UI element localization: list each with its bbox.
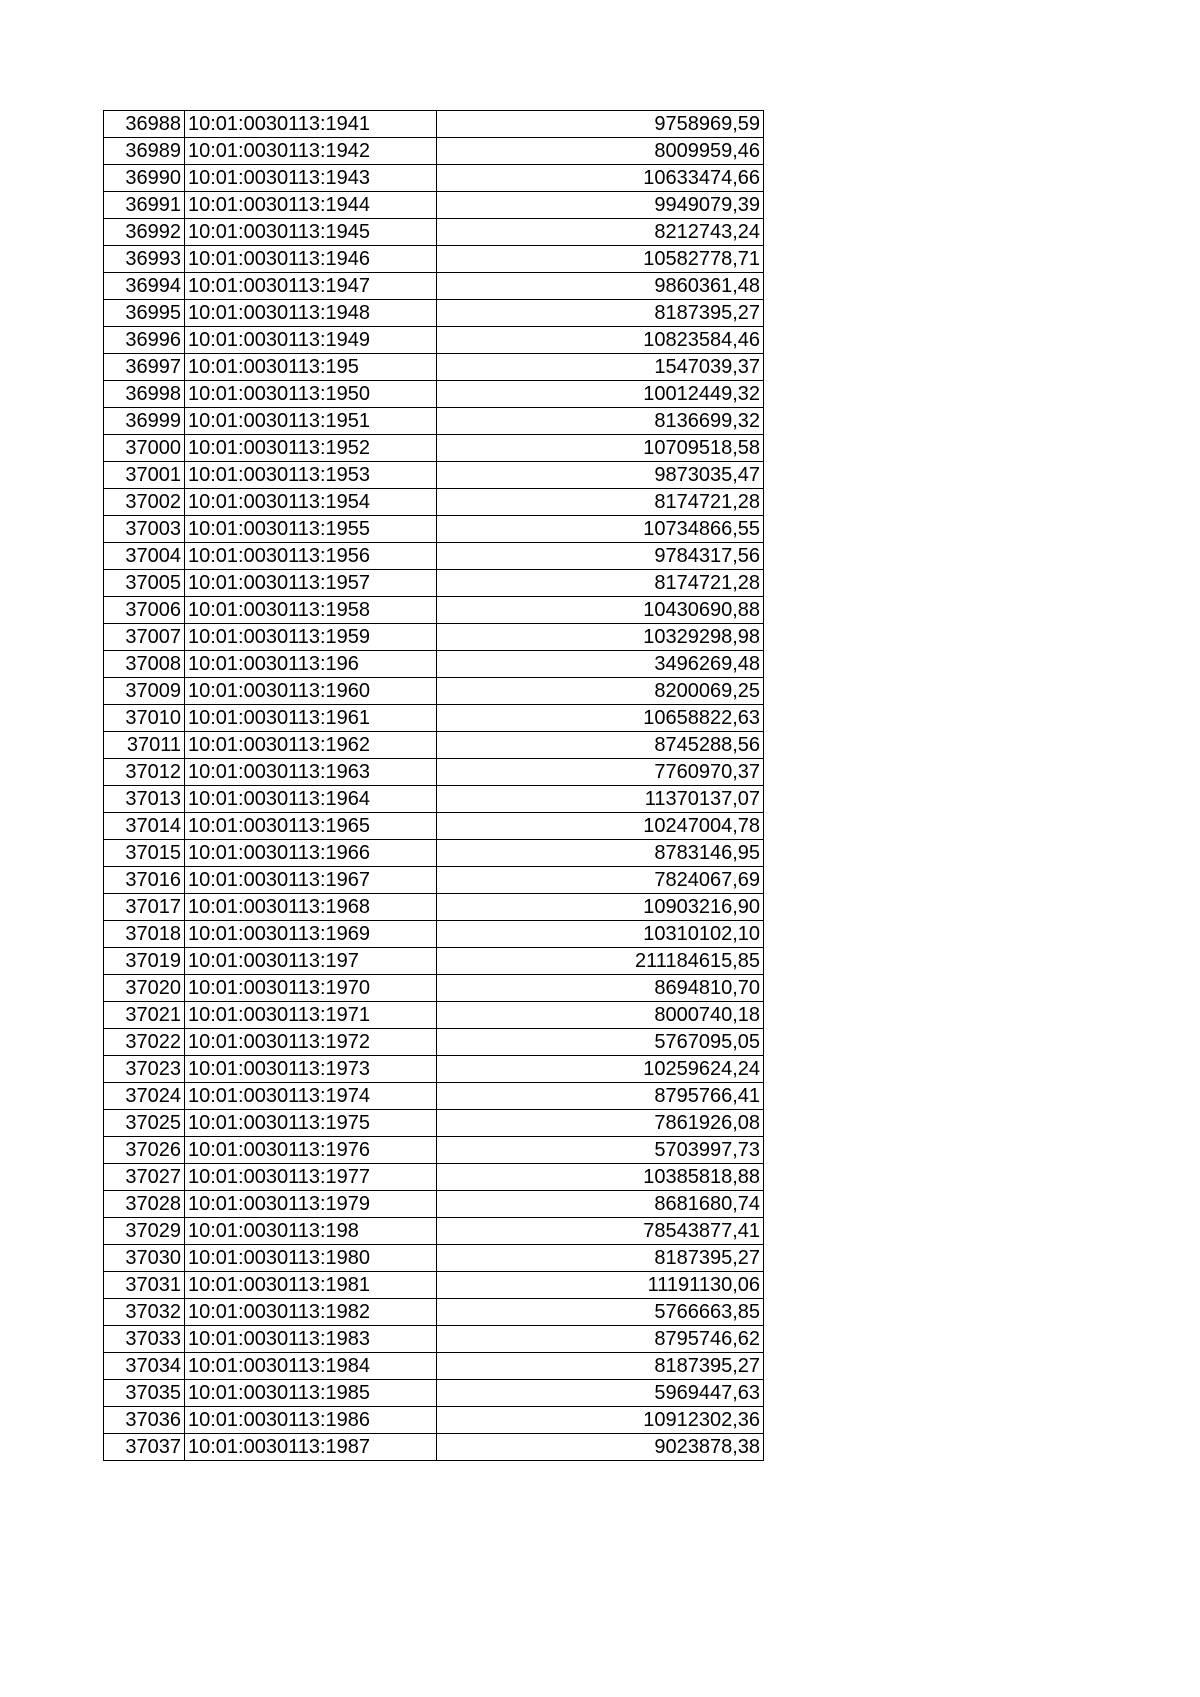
table-row [104, 975, 764, 1002]
row-number-cell: 37009 [104, 678, 185, 705]
value-cell: 10582778,71 [437, 246, 764, 273]
table-row [104, 1407, 764, 1434]
cadastral-number-cell: 10:01:0030113:1977 [185, 1164, 437, 1191]
value-cell: 10658822,63 [437, 705, 764, 732]
row-number-cell: 37028 [104, 1191, 185, 1218]
value-cell: 9023878,38 [437, 1434, 764, 1461]
value-cell: 10823584,46 [437, 327, 764, 354]
table-row [104, 705, 764, 732]
cadastral-number-cell: 10:01:0030113:196 [185, 651, 437, 678]
cadastral-number-cell: 10:01:0030113:1948 [185, 300, 437, 327]
cadastral-number-cell: 10:01:0030113:1961 [185, 705, 437, 732]
table-row [104, 1245, 764, 1272]
cadastral-number-cell: 10:01:0030113:1947 [185, 273, 437, 300]
row-number-cell: 37023 [104, 1056, 185, 1083]
value-cell: 10329298,98 [437, 624, 764, 651]
table-row [104, 1299, 764, 1326]
table-row [104, 786, 764, 813]
value-cell: 5767095,05 [437, 1029, 764, 1056]
value-cell: 8174721,28 [437, 570, 764, 597]
value-cell: 10633474,66 [437, 165, 764, 192]
cadastral-number-cell: 10:01:0030113:1946 [185, 246, 437, 273]
cadastral-number-cell: 10:01:0030113:1969 [185, 921, 437, 948]
row-number-cell: 37025 [104, 1110, 185, 1137]
row-number-cell: 37015 [104, 840, 185, 867]
row-number-cell: 36990 [104, 165, 185, 192]
cadastral-number-cell: 10:01:0030113:1967 [185, 867, 437, 894]
table-row [104, 1110, 764, 1137]
value-cell: 5703997,73 [437, 1137, 764, 1164]
row-number-cell: 37012 [104, 759, 185, 786]
row-number-cell: 37003 [104, 516, 185, 543]
value-cell: 8136699,32 [437, 408, 764, 435]
table-row [104, 219, 764, 246]
row-number-cell: 36994 [104, 273, 185, 300]
cadastral-number-cell: 10:01:0030113:1966 [185, 840, 437, 867]
row-number-cell: 37002 [104, 489, 185, 516]
row-number-cell: 37037 [104, 1434, 185, 1461]
row-number-cell: 37011 [104, 732, 185, 759]
row-number-cell: 36993 [104, 246, 185, 273]
cadastral-number-cell: 10:01:0030113:1943 [185, 165, 437, 192]
row-number-cell: 36989 [104, 138, 185, 165]
table-row [104, 678, 764, 705]
cadastral-number-cell: 10:01:0030113:1959 [185, 624, 437, 651]
row-number-cell: 37036 [104, 1407, 185, 1434]
cadastral-number-cell: 10:01:0030113:1974 [185, 1083, 437, 1110]
row-number-cell: 37024 [104, 1083, 185, 1110]
row-number-cell: 37027 [104, 1164, 185, 1191]
cadastral-number-cell: 10:01:0030113:1945 [185, 219, 437, 246]
table-row [104, 246, 764, 273]
value-cell: 7861926,08 [437, 1110, 764, 1137]
row-number-cell: 36999 [104, 408, 185, 435]
cadastral-number-cell: 10:01:0030113:1964 [185, 786, 437, 813]
row-number-cell: 37006 [104, 597, 185, 624]
row-number-cell: 36996 [104, 327, 185, 354]
table-row [104, 624, 764, 651]
row-number-cell: 36991 [104, 192, 185, 219]
row-number-cell: 36992 [104, 219, 185, 246]
cadastral-number-cell: 10:01:0030113:1982 [185, 1299, 437, 1326]
value-cell: 10430690,88 [437, 597, 764, 624]
value-cell: 9784317,56 [437, 543, 764, 570]
cadastral-number-cell: 10:01:0030113:1944 [185, 192, 437, 219]
table-row [104, 867, 764, 894]
cadastral-number-cell: 10:01:0030113:1954 [185, 489, 437, 516]
cadastral-number-cell: 10:01:0030113:198 [185, 1218, 437, 1245]
table-row [104, 1002, 764, 1029]
row-number-cell: 37020 [104, 975, 185, 1002]
row-number-cell: 37029 [104, 1218, 185, 1245]
value-cell: 10734866,55 [437, 516, 764, 543]
cadastral-number-cell: 10:01:0030113:1956 [185, 543, 437, 570]
table-row [104, 516, 764, 543]
row-number-cell: 37000 [104, 435, 185, 462]
value-cell: 10709518,58 [437, 435, 764, 462]
cadastral-number-cell: 10:01:0030113:1968 [185, 894, 437, 921]
row-number-cell: 37013 [104, 786, 185, 813]
table-row [104, 732, 764, 759]
table-body [104, 111, 764, 1461]
value-cell: 8795766,41 [437, 1083, 764, 1110]
value-cell: 8187395,27 [437, 1245, 764, 1272]
table-row [104, 192, 764, 219]
row-number-cell: 37005 [104, 570, 185, 597]
value-cell: 10310102,10 [437, 921, 764, 948]
cadastral-number-cell: 10:01:0030113:1987 [185, 1434, 437, 1461]
table-row [104, 597, 764, 624]
table-row [104, 1029, 764, 1056]
row-number-cell: 37034 [104, 1353, 185, 1380]
table-row [104, 408, 764, 435]
value-cell: 11370137,07 [437, 786, 764, 813]
table-row [104, 1191, 764, 1218]
cadastral-number-cell: 10:01:0030113:1971 [185, 1002, 437, 1029]
cadastral-number-cell: 10:01:0030113:1979 [185, 1191, 437, 1218]
value-cell: 8212743,24 [437, 219, 764, 246]
cadastral-number-cell: 10:01:0030113:1951 [185, 408, 437, 435]
cadastral-number-cell: 10:01:0030113:1963 [185, 759, 437, 786]
value-cell: 5969447,63 [437, 1380, 764, 1407]
row-number-cell: 37014 [104, 813, 185, 840]
row-number-cell: 37032 [104, 1299, 185, 1326]
table-row [104, 435, 764, 462]
cadastral-number-cell: 10:01:0030113:197 [185, 948, 437, 975]
table-row [104, 1326, 764, 1353]
cadastral-number-cell: 10:01:0030113:1955 [185, 516, 437, 543]
value-cell: 10903216,90 [437, 894, 764, 921]
table-row [104, 1218, 764, 1245]
cadastral-number-cell: 10:01:0030113:1984 [185, 1353, 437, 1380]
row-number-cell: 37001 [104, 462, 185, 489]
row-number-cell: 37031 [104, 1272, 185, 1299]
table-row [104, 1353, 764, 1380]
row-number-cell: 37035 [104, 1380, 185, 1407]
value-cell: 10012449,32 [437, 381, 764, 408]
cadastral-number-cell: 10:01:0030113:1980 [185, 1245, 437, 1272]
table-row [104, 759, 764, 786]
row-number-cell: 36997 [104, 354, 185, 381]
row-number-cell: 36988 [104, 111, 185, 138]
table-row [104, 489, 764, 516]
row-number-cell: 37016 [104, 867, 185, 894]
row-number-cell: 37017 [104, 894, 185, 921]
cadastral-number-cell: 10:01:0030113:1952 [185, 435, 437, 462]
row-number-cell: 37010 [104, 705, 185, 732]
row-number-cell: 37004 [104, 543, 185, 570]
value-cell: 8009959,46 [437, 138, 764, 165]
table-row [104, 651, 764, 678]
value-cell: 10259624,24 [437, 1056, 764, 1083]
table-row [104, 1434, 764, 1461]
row-number-cell: 37022 [104, 1029, 185, 1056]
cadastral-number-cell: 10:01:0030113:1958 [185, 597, 437, 624]
cadastral-number-cell: 10:01:0030113:1985 [185, 1380, 437, 1407]
row-number-cell: 37008 [104, 651, 185, 678]
table-row [104, 1380, 764, 1407]
cadastral-number-cell: 10:01:0030113:1950 [185, 381, 437, 408]
cadastral-number-cell: 10:01:0030113:1976 [185, 1137, 437, 1164]
cadastral-number-cell: 10:01:0030113:1986 [185, 1407, 437, 1434]
cadastral-number-cell: 10:01:0030113:1970 [185, 975, 437, 1002]
value-cell: 9860361,48 [437, 273, 764, 300]
cadastral-number-cell: 10:01:0030113:1957 [185, 570, 437, 597]
table-row [104, 948, 764, 975]
cadastral-number-cell: 10:01:0030113:1942 [185, 138, 437, 165]
row-number-cell: 37026 [104, 1137, 185, 1164]
value-cell: 10247004,78 [437, 813, 764, 840]
row-number-cell: 37030 [104, 1245, 185, 1272]
value-cell: 211184615,85 [437, 948, 764, 975]
cadastral-number-cell: 10:01:0030113:1962 [185, 732, 437, 759]
cadastral-number-cell: 10:01:0030113:1965 [185, 813, 437, 840]
cadastral-number-cell: 10:01:0030113:1941 [185, 111, 437, 138]
table-row [104, 1164, 764, 1191]
value-cell: 8187395,27 [437, 300, 764, 327]
table-row [104, 273, 764, 300]
value-cell: 8174721,28 [437, 489, 764, 516]
cadastral-number-cell: 10:01:0030113:1983 [185, 1326, 437, 1353]
value-cell: 78543877,41 [437, 1218, 764, 1245]
row-number-cell: 37019 [104, 948, 185, 975]
value-cell: 8200069,25 [437, 678, 764, 705]
table-row [104, 462, 764, 489]
table-row [104, 840, 764, 867]
row-number-cell: 37021 [104, 1002, 185, 1029]
table-row [104, 1056, 764, 1083]
table-row [104, 894, 764, 921]
cadastral-number-cell: 10:01:0030113:1973 [185, 1056, 437, 1083]
value-cell: 10912302,36 [437, 1407, 764, 1434]
table-row [104, 570, 764, 597]
value-cell: 3496269,48 [437, 651, 764, 678]
data-table [103, 110, 764, 1461]
cadastral-number-cell: 10:01:0030113:1953 [185, 462, 437, 489]
value-cell: 7760970,37 [437, 759, 764, 786]
cadastral-number-cell: 10:01:0030113:1960 [185, 678, 437, 705]
table-row [104, 111, 764, 138]
cadastral-number-cell: 10:01:0030113:1972 [185, 1029, 437, 1056]
row-number-cell: 36995 [104, 300, 185, 327]
value-cell: 9949079,39 [437, 192, 764, 219]
table-row [104, 354, 764, 381]
table-row [104, 1083, 764, 1110]
row-number-cell: 36998 [104, 381, 185, 408]
table-row [104, 1137, 764, 1164]
table-row [104, 138, 764, 165]
value-cell: 5766663,85 [437, 1299, 764, 1326]
cadastral-number-cell: 10:01:0030113:195 [185, 354, 437, 381]
table-row [104, 813, 764, 840]
table-row [104, 543, 764, 570]
cadastral-number-cell: 10:01:0030113:1981 [185, 1272, 437, 1299]
value-cell: 11191130,06 [437, 1272, 764, 1299]
row-number-cell: 37018 [104, 921, 185, 948]
row-number-cell: 37033 [104, 1326, 185, 1353]
value-cell: 9758969,59 [437, 111, 764, 138]
value-cell: 7824067,69 [437, 867, 764, 894]
value-cell: 1547039,37 [437, 354, 764, 381]
table-row [104, 300, 764, 327]
value-cell: 8681680,74 [437, 1191, 764, 1218]
value-cell: 10385818,88 [437, 1164, 764, 1191]
value-cell: 8000740,18 [437, 1002, 764, 1029]
value-cell: 9873035,47 [437, 462, 764, 489]
value-cell: 8745288,56 [437, 732, 764, 759]
value-cell: 8187395,27 [437, 1353, 764, 1380]
table-row [104, 921, 764, 948]
row-number-cell: 37007 [104, 624, 185, 651]
table-row [104, 165, 764, 192]
table-row [104, 381, 764, 408]
value-cell: 8694810,70 [437, 975, 764, 1002]
value-cell: 8783146,95 [437, 840, 764, 867]
value-cell: 8795746,62 [437, 1326, 764, 1353]
table-row [104, 327, 764, 354]
cadastral-number-cell: 10:01:0030113:1949 [185, 327, 437, 354]
cadastral-number-cell: 10:01:0030113:1975 [185, 1110, 437, 1137]
table-row [104, 1272, 764, 1299]
